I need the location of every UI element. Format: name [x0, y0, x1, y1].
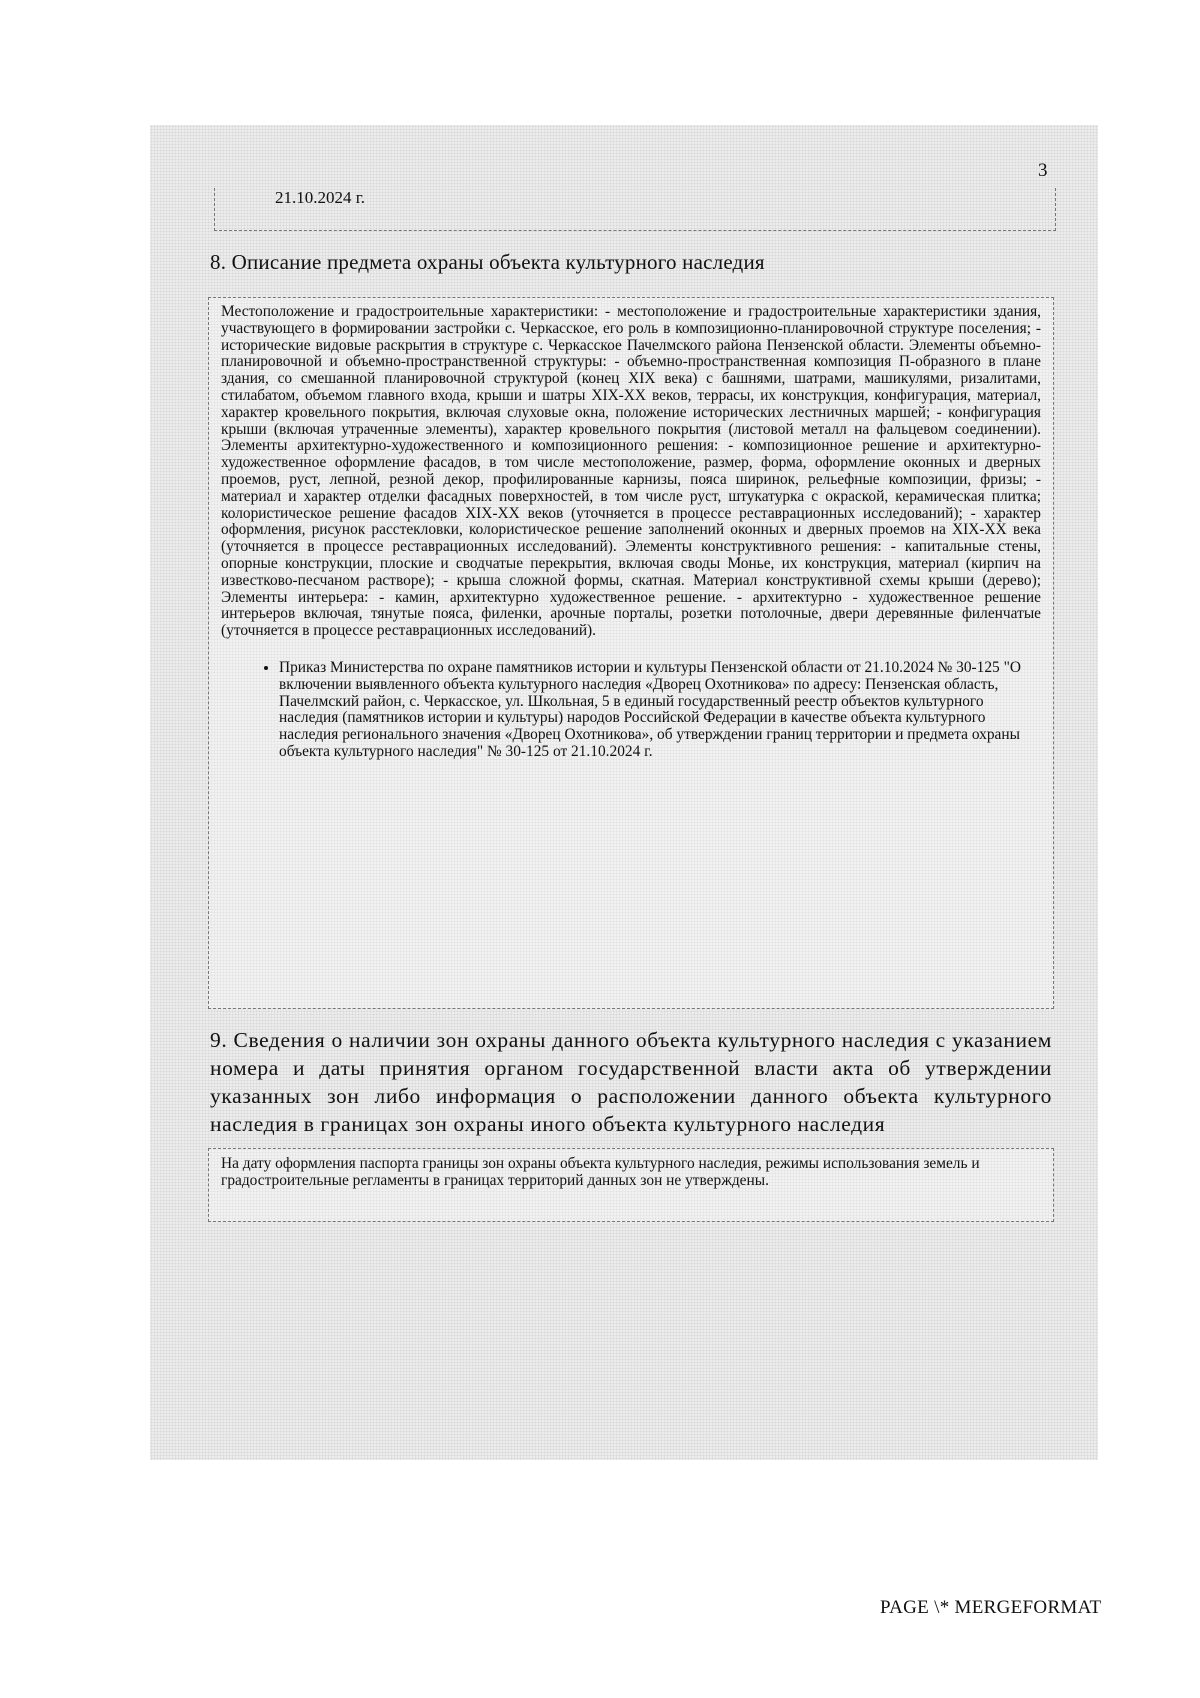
section-8-list: [221, 660, 1041, 761]
footer-field-code: PAGE \* MERGEFORMAT: [880, 1597, 1102, 1618]
section-9-heading: 9. Сведения о наличии зон охраны данного объекта культурного наследия с указанием номера и даты принятия органом государственной власти акта об утверждении указанных зон либо информация о расположении данного объекта культурного наследия в границах зон охраны иного объекта культурного наследия: [210, 1028, 1052, 1136]
section-9-box: [208, 1148, 1054, 1222]
page-number: 3: [1038, 160, 1048, 181]
section-8-bullet-item: • Приказ Министерства по охране памятников истории и культуры Пензенской области от 21.10.2024 № 30-125 "О включении выявленного объекта культурного наследия «Дворец Охотникова» по адресу: Пензенская область, Пачелмский район, с. Черкасское, ул. Школьная, 5 в единый государственный реестр объектов культурного наследия (памятников истории и культуры) народов Российской Федерации в качестве объекта культурного наследия регионального значения «Дворец Охотникова», об утверждении границ территории и предмета охраны объекта культурного наследия" № 30-125 от 21.10.2024 г.: [279, 660, 1041, 761]
section-8-box: [208, 297, 1054, 1009]
section-8-text: Местоположение и градостроительные характеристики: - местоположение и градостроительные характеристики здания, участвующего в формировании застройки с. Черкасское, его роль в композиционно-планировочной структуре поселения; - исторические видовые раскрытия в структуре с. Черкасское Пачелмского района Пензенской области. Элементы объемно-планировочной и объемно-пространственной структуры: - объемно-пространственная композиция П-образного в плане здания, со смешанной планировочной структурой (конец XIX века) с башнями, шатрами, машикулями, ризалитами, стилабатом, объемом главного входа, крыши и шатры XIX-XX веков, террасы, их конструкция, конфигурация, материал, характер кровельного покрытия, включая слуховые окна, положение исторических лестничных маршей; - конфигурация крыши (включая утраченные элементы), характер кровельного покрытия (листовой металл на фальцевом соединении). Элементы архитектурно-художественного и композиционного решения: - композиционное решение и архитектурно-художественное оформление фасадов, в том числе местоположение, размер, форма, оформление оконных и дверных проемов, руст, лепной, резной декор, профилированные карнизы, пояса ширинок, рельефные композиции, фризы; - материал и характер отделки фасадных поверхностей, в том числе руст, штукатурка с окраской, керамическая плитка; колористическое решение фасадов XIX-XX веков (уточняется в процессе реставрационных исследований); - характер оформления, рисунок расстекловки, колористическое решение заполнений оконных и дверных проемов на XIX-XX века (уточняется в процессе реставрационных исследований). Элементы конструктивного решения: - капитальные стены, опорные конструкции, плоские и сводчатые перекрытия, включая своды Монье, их конструкция, материал (кирпич на известково-песчаном растворе); - крыша сложной формы, скатная. Материал конструктивной схемы крыши (дерево); Элементы интерьера: - камин, архитектурно художественное решение. - архитектурно - художественное решение интерьеров включая, тянутые пояса, филенки, арочные порталы, розетки потолочные, двери деревянные филенчатые (уточняется в процессе реставрационных исследований).: [221, 303, 1041, 640]
date-text: 21.10.2024 г.: [275, 188, 366, 207]
previous-section-box: [214, 188, 1056, 231]
section-8-heading: 8. Описание предмета охраны объекта культурного наследия: [210, 250, 765, 274]
section-9-text: На дату оформления паспорта границы зон охраны объекта культурного наследия, режимы использования земель и градостроительные регламенты в границах территорий данных зон не утверждены.: [221, 1155, 980, 1189]
